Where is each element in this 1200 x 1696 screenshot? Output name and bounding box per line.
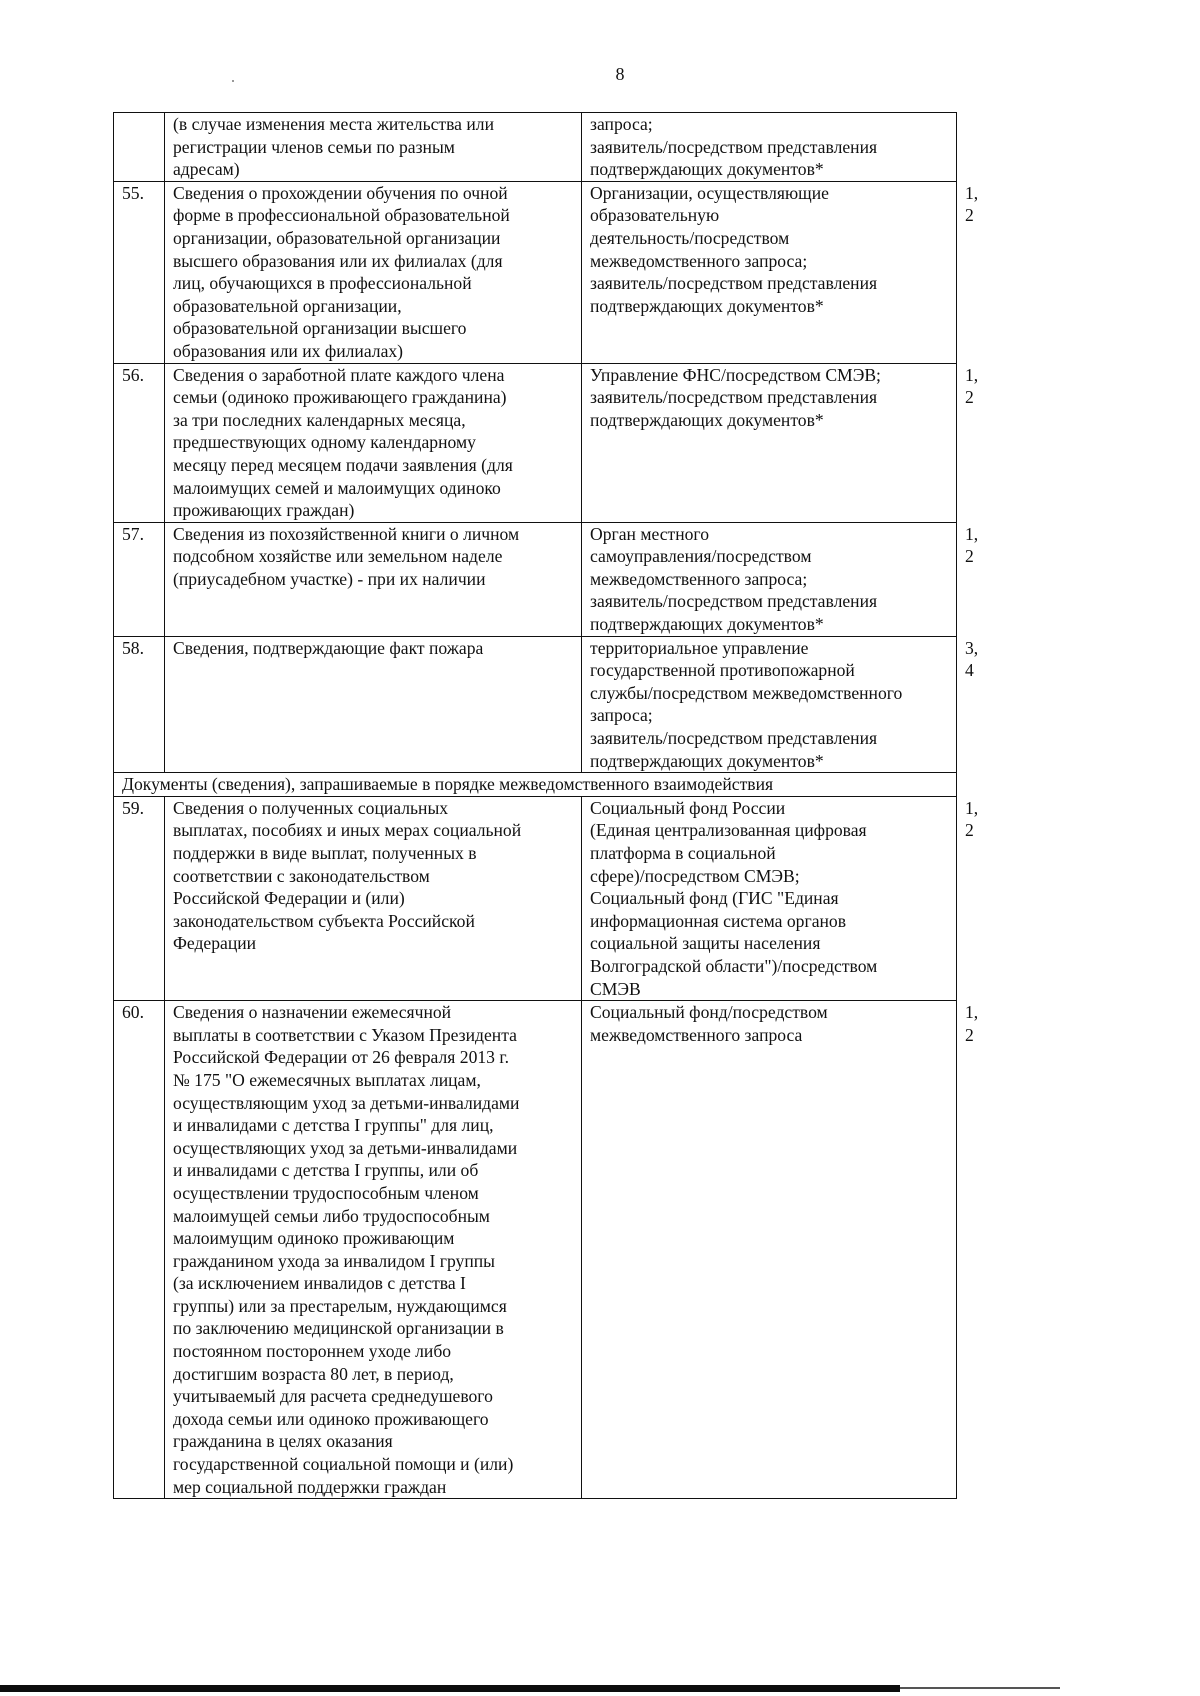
info-line: Федерации: [173, 933, 257, 954]
table-body-top: [114, 113, 979, 773]
info-line: лиц, обучающихся в профессиональной: [173, 273, 472, 294]
row-info-cell: [165, 636, 582, 773]
table-body-bottom: [114, 796, 979, 1498]
source-line: подтверждающих документов*: [590, 409, 824, 430]
source-line: Социальный фонд (ГИС "Единая: [590, 888, 839, 909]
info-line: дохода семьи или одиноко проживающего: [173, 1408, 489, 1429]
table-row: 55. Сведения о прохождении обучения по очной форме в профессиональной образовательной организации, образовательной организации высшего образования или их филиалах (для лиц, обучающихся в профессиональной образовательной организации, образовательной организации высшего образования или их филиалах) Организации, осуществляющие образовательную деятельность/посредством межведомственного запроса; заявитель/посредством представления подтверждающих документов* 1, 2: [114, 181, 957, 363]
info-line: учитываемый для расчета среднедушевого: [173, 1386, 493, 1407]
info-line: образовательной организации,: [173, 295, 402, 316]
source-line: заявитель/посредством представления: [590, 273, 878, 294]
info-line: гражданином ухода за инвалидом I группы: [173, 1250, 496, 1271]
source-line: Социальный фонд России: [590, 797, 786, 818]
source-line: Управление ФНС/посредством СМЭВ;: [590, 364, 881, 385]
row-number: 58.: [114, 636, 165, 773]
row-info-cell: [165, 1001, 582, 1499]
source-line: СМЭВ: [590, 978, 641, 999]
scan-footer-line: [900, 1687, 1060, 1689]
row-source-cell: [582, 363, 957, 522]
source-line: Волгоградской области")/посредством: [590, 955, 878, 976]
info-line: адресам): [173, 159, 240, 180]
source-line: заявитель/посредством представления: [590, 591, 878, 612]
info-line: малоимущей семьи либо трудоспособным: [173, 1205, 490, 1226]
source-line: межведомственного запроса;: [590, 568, 808, 589]
info-line: семьи (одиноко проживающего гражданина): [173, 387, 507, 408]
source-line: информационная система органов: [590, 910, 847, 931]
info-line: за три последних календарных месяца,: [173, 409, 466, 430]
table-row: 56. Сведения о заработной плате каждого члена семьи (одиноко проживающего гражданина) за три последних календарных месяца, предшествующих одному календарному месяцу перед месяцем подачи заявления (для малоимущих семей и малоимущих одиноко проживающих граждан) Управление ФНС/посредством СМЭВ; заявитель/посредством представления подтверждающих документов* 1, 2: [114, 363, 957, 522]
table-row: [114, 113, 957, 182]
page-number: 8: [615, 64, 625, 84]
row-source-cell: [582, 522, 957, 636]
row-source-cell: [582, 636, 957, 773]
info-line: мер социальной поддержки граждан: [173, 1476, 447, 1497]
row-info-cell: [165, 796, 582, 1000]
row-number: 57.: [114, 522, 165, 636]
info-line: Сведения о полученных социальных: [173, 797, 449, 818]
info-line: предшествующих одному календарному: [173, 432, 476, 453]
info-line: Сведения из похозяйственной книги о личном: [173, 523, 520, 544]
info-line: высшего образования или их филиалах (для: [173, 250, 503, 271]
info-line: форме в профессиональной образовательной: [173, 205, 510, 226]
source-line: запроса;: [590, 705, 653, 726]
source-line: сфере)/посредством СМЭВ;: [590, 865, 800, 886]
info-line: Российской Федерации от 26 февраля 2013 г.: [173, 1047, 509, 1068]
source-line: заявитель/посредством представления: [590, 728, 878, 749]
source-line: (Единая централизованная цифровая: [590, 820, 867, 841]
source-line: межведомственного запроса: [590, 1024, 803, 1045]
info-line: группы) или за престарелым, нуждающимся: [173, 1295, 507, 1316]
info-line: проживающих граждан): [173, 500, 355, 521]
info-line: Сведения, подтверждающие факт пожара: [173, 637, 484, 658]
source-line: самоуправления/посредством: [590, 546, 812, 567]
info-line: (в случае изменения места жительства или: [173, 114, 494, 134]
info-line: (за исключением инвалидов с детства I: [173, 1273, 466, 1294]
info-line: и инвалидами с детства I группы" для лиц,: [173, 1115, 494, 1136]
row-info-cell: [165, 113, 582, 182]
info-line: малоимущим одиноко проживающим: [173, 1228, 455, 1249]
row-source-cell: [582, 181, 957, 363]
scan-speck: [232, 80, 234, 82]
table-section-header: [114, 773, 957, 797]
row-source-cell: [582, 113, 957, 182]
source-line: социальной защиты населения: [590, 933, 821, 954]
info-line: достигшим возраста 80 лет, в период,: [173, 1363, 454, 1384]
row-info-cell: [165, 363, 582, 522]
info-line: и инвалидами с детства I группы, или об: [173, 1160, 479, 1181]
info-line: выплатах, пособиях и иных мерах социальной: [173, 820, 522, 841]
row-number: 59.: [114, 796, 165, 1000]
info-line: гражданина в целях оказания: [173, 1431, 393, 1452]
info-line: месяцу перед месяцем подачи заявления (для: [173, 454, 513, 475]
info-line: образования или их филиалах): [173, 340, 404, 361]
source-line: запроса;: [590, 114, 653, 134]
info-line: Российской Федерации и (или): [173, 888, 405, 909]
source-line: подтверждающих документов*: [590, 750, 824, 771]
info-line: поддержки в виде выплат, полученных в: [173, 843, 477, 863]
table-row: 59. Сведения о полученных социальных выплатах, пособиях и иных мерах социальной поддержки в виде выплат, полученных в соответствии с законодательством Российской Федерации и (или) законодательством субъекта Российской Федерации Социальный фонд России (Единая централизованная цифровая платформа в социальной сфере)/посредством СМЭВ; Социальный фонд (ГИС "Единая информационная система органов социальной защиты населения Волгоградской области")/посредством СМЭВ 1, 2: [114, 796, 957, 1000]
info-line: Сведения о назначении ежемесячной: [173, 1002, 452, 1023]
info-line: (приусадебном участке) - при их наличии: [173, 568, 486, 589]
info-line: осуществлении трудоспособным членом: [173, 1182, 479, 1203]
info-line: регистрации членов семьи по разным: [173, 136, 455, 157]
row-info-cell: [165, 181, 582, 363]
row-info-cell: [165, 522, 582, 636]
row-number: [114, 113, 165, 182]
source-line: Организации, осуществляющие: [590, 182, 829, 203]
info-line: осуществляющих уход за детьми-инвалидами: [173, 1137, 518, 1158]
source-line: деятельность/посредством: [590, 227, 790, 248]
source-line: Орган местного: [590, 523, 710, 544]
info-line: № 175 "О ежемесячных выплатах лицам,: [173, 1069, 481, 1090]
info-line: Сведения о прохождении обучения по очной: [173, 182, 508, 203]
info-line: соответствии с законодательством: [173, 865, 430, 886]
source-line: межведомственного запроса;: [590, 250, 808, 271]
info-line: осуществляющим уход за детьми-инвалидами: [173, 1092, 520, 1113]
source-line: территориальное управление: [590, 637, 809, 658]
row-source-cell: [582, 1001, 957, 1499]
documents-table: [113, 112, 979, 1499]
source-line: подтверждающих документов*: [590, 614, 824, 635]
info-line: образовательной организации высшего: [173, 318, 467, 339]
info-line: выплаты в соответствии с Указом Президента: [173, 1024, 517, 1045]
info-line: по заключению медицинской организации в: [173, 1318, 504, 1339]
row-source-cell: [582, 796, 957, 1000]
source-line: подтверждающих документов*: [590, 159, 824, 180]
source-line: Социальный фонд/посредством: [590, 1002, 828, 1023]
info-line: малоимущих семей и малоимущих одиноко: [173, 477, 501, 498]
info-line: государственной социальной помощи и (или): [173, 1454, 514, 1475]
section-row: [114, 773, 957, 797]
info-line: постоянном постороннем уходе либо: [173, 1341, 452, 1362]
source-line: заявитель/посредством представления: [590, 387, 878, 408]
source-line: государственной противопожарной: [590, 660, 855, 681]
scan-footer-bar: [0, 1685, 900, 1692]
info-line: Сведения о заработной плате каждого члена: [173, 364, 505, 385]
info-line: организации, образовательной организации: [173, 227, 501, 248]
source-line: образовательную: [590, 205, 720, 226]
source-line: заявитель/посредством представления: [590, 136, 878, 157]
row-number: 60.: [114, 1001, 165, 1499]
source-line: подтверждающих документов*: [590, 295, 824, 316]
row-number: 56.: [114, 363, 165, 522]
section-title: Документы (сведения), запрашиваемые в порядке межведомственного взаимодействия: [114, 773, 957, 797]
table-row: 58. Сведения, подтверждающие факт пожара территориальное управление государственной противопожарной службы/посредством межведомственного запроса; заявитель/посредством представления подтверждающих документов* 3, 4: [114, 636, 957, 773]
source-line: платформа в социальной: [590, 843, 776, 863]
row-number: 55.: [114, 181, 165, 363]
info-line: подсобном хозяйстве или земельном наделе: [173, 546, 503, 567]
table-row: 60. Сведения о назначении ежемесячной выплаты в соответствии с Указом Президента Российской Федерации от 26 февраля 2013 г. № 175 "О ежемесячных выплатах лицам, осуществляющим уход за детьми-инвалидами и инвалидами с детства I группы" для лиц, осуществляющих уход за детьми-инвалидами и инвалидами с детства I группы, или об осуществлении трудоспособным членом малоимущей семьи либо трудоспособным малоимущим одиноко проживающим гражданином ухода за инвалидом I группы (за исключением инвалидов с детства I группы) или за престарелым, нуждающимся по заключению медицинской организации в постоянном постороннем уходе либо достигшим возраста 80 лет, в период, учитываемый для расчета среднедушевого дохода семьи или одиноко проживающего гражданина в целях оказания государственной социальной помощи и (или) мер социальной поддержки граждан Социальный фонд/посредством межведомственного запроса 1, 2: [114, 1001, 957, 1499]
table-row: 57. Сведения из похозяйственной книги о личном подсобном хозяйстве или земельном наделе (приусадебном участке) - при их наличии Орган местного самоуправления/посредством межведомственного запроса; заявитель/посредством представления подтверждающих документов* 1, 2: [114, 522, 957, 636]
source-line: службы/посредством межведомственного: [590, 682, 903, 703]
info-line: законодательством субъекта Российской: [173, 910, 475, 931]
